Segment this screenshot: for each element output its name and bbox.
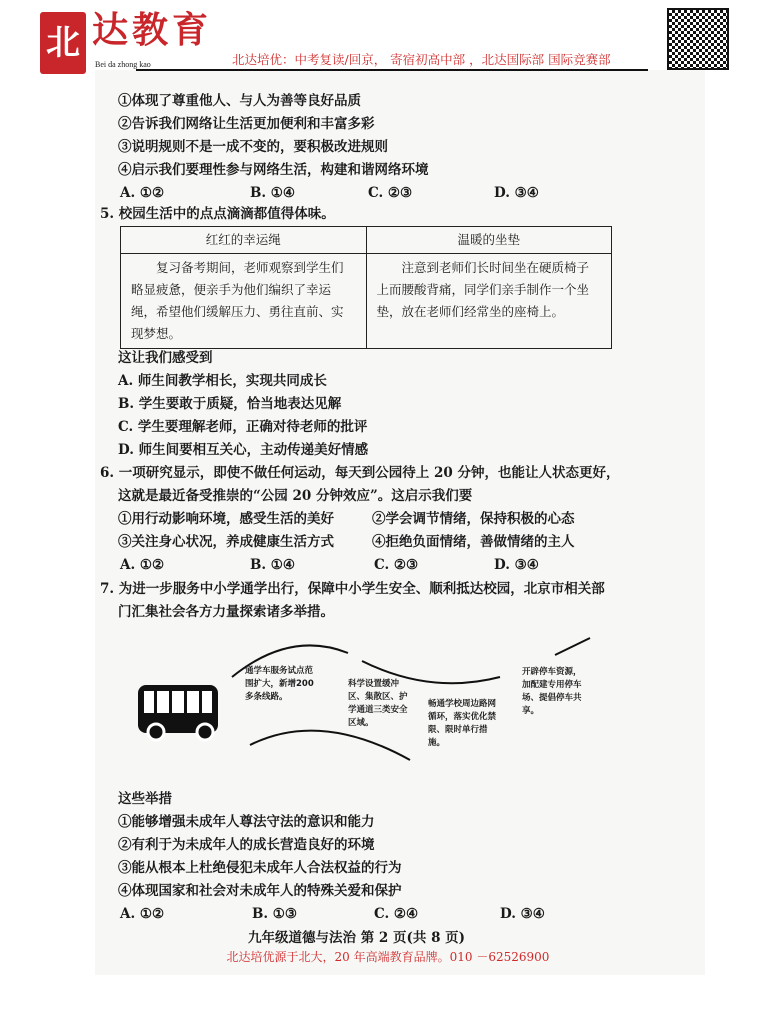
q7-option-b: B. ①③ — [252, 906, 298, 922]
table-cell: 注意到老师们长时间坐在硬质椅子上而腰酸背痛，同学们亲手制作一个坐垫，放在老师们经常坐的座椅上。 — [366, 254, 612, 349]
q4-item: ②告诉我们网络让生活更加便利和丰富多彩 — [118, 116, 375, 132]
q4-item: ③说明规则不是一成不变的，要积极改进规则 — [118, 139, 388, 155]
q5-table — [120, 226, 612, 349]
q4-item: ④启示我们要理性参与网络生活，构建和谐网络环境 — [118, 162, 429, 178]
q4-option-b: B. ①④ — [250, 185, 296, 201]
q6-item: ④拒绝负面情绪，善做情绪的主人 — [372, 534, 575, 550]
q7-item: ①能够增强未成年人尊法守法的意识和能力 — [118, 814, 375, 830]
q4-option-a: A. ①② — [120, 185, 165, 201]
table-cell: 复习备考期间，老师观察到学生们略显疲惫，便亲手为他们编织了幸运绳，希望他们缓解压力、勇往直前、实现梦想。 — [121, 254, 367, 349]
q6-option-c: C. ②③ — [374, 557, 419, 573]
q6-option-a: A. ①② — [120, 557, 165, 573]
q4-option-d: D. ③④ — [494, 185, 539, 201]
q7-lead: 这些举措 — [118, 791, 172, 807]
q5-stem: 5. 校园生活中的点点滴滴都值得体味。 — [100, 206, 335, 222]
q6-item: ②学会调节情绪，保持积极的心态 — [372, 511, 575, 527]
q6-item: ①用行动影响环境，感受生活的美好 — [118, 511, 334, 527]
q7-option-c: C. ②④ — [374, 906, 419, 922]
header-divider — [136, 69, 648, 71]
q5-option-d: D. 师生间要相互关心，主动传递美好情感 — [118, 442, 369, 458]
table-header: 红红的幸运绳 — [121, 227, 367, 254]
q6-stem: 6. 一项研究显示，即使不做任何运动，每天到公园待上 20 分钟，也能让人状态更好， — [100, 465, 620, 481]
logo-text: 达教育 — [92, 9, 213, 51]
q7-note: 畅通学校周边路网循环，落实优化禁限、限时单行措施。 — [428, 699, 497, 748]
logo-mark: 北 — [40, 12, 86, 74]
header-slogan: 北达培优：中考复读/回京， 寄宿初高中部 ，北达国际部 国际竞赛部 — [232, 52, 611, 67]
q4-item: ①体现了尊重他人、与人为善等良好品质 — [118, 93, 361, 109]
q7-note: 通学车服务试点范围扩大，新增200多条线路。 — [245, 666, 314, 702]
q6-option-b: B. ①④ — [250, 557, 296, 573]
q7-stem: 7. 为进一步服务中小学通学出行，保障中小学生安全、顺利抵达校园，北京市相关部 — [100, 581, 605, 597]
q4-option-c: C. ②③ — [368, 185, 413, 201]
q5-option-a: A. 师生间教学相长，实现共同成长 — [118, 373, 327, 389]
bus-icon — [138, 685, 218, 740]
q5-lead: 这让我们感受到 — [118, 350, 213, 366]
q5-option-c: C. 学生要理解老师，正确对待老师的批评 — [118, 419, 368, 435]
q6-stem: 这就是最近备受推崇的“公园 20 分钟效应”。这启示我们要 — [118, 488, 473, 504]
qr-code-icon — [667, 8, 729, 70]
q7-stem: 门汇集社会各方力量探索诸多举措。 — [118, 604, 334, 620]
q7-item: ②有利于为未成年人的成长营造良好的环境 — [118, 837, 375, 853]
table-header: 温暖的坐垫 — [366, 227, 612, 254]
q7-item: ③能从根本上杜绝侵犯未成年人合法权益的行为 — [118, 860, 402, 876]
q7-note: 科学设置缓冲区、集散区、护学通道三类安全区域。 — [348, 679, 408, 728]
q7-item: ④体现国家和社会对未成年人的特殊关爱和保护 — [118, 883, 402, 899]
page-number: 九年级道德与法治 第 2 页(共 8 页) — [248, 930, 466, 946]
footer-slogan: 北达培优源于北大，20 年高端教育品牌。010 －62526900 — [226, 950, 550, 964]
q7-option-a: A. ①② — [120, 906, 165, 922]
q7-note: 开辟停车资源，加配建专用停车场、提倡停车共享。 — [522, 667, 582, 716]
logo-subtitle: Bei da zhong kao — [95, 60, 151, 69]
q7-option-d: D. ③④ — [500, 906, 545, 922]
q5-option-b: B. 学生要敢于质疑，恰当地表达见解 — [118, 396, 342, 412]
q6-option-d: D. ③④ — [494, 557, 539, 573]
q6-item: ③关注身心状况，养成健康生活方式 — [118, 534, 334, 550]
